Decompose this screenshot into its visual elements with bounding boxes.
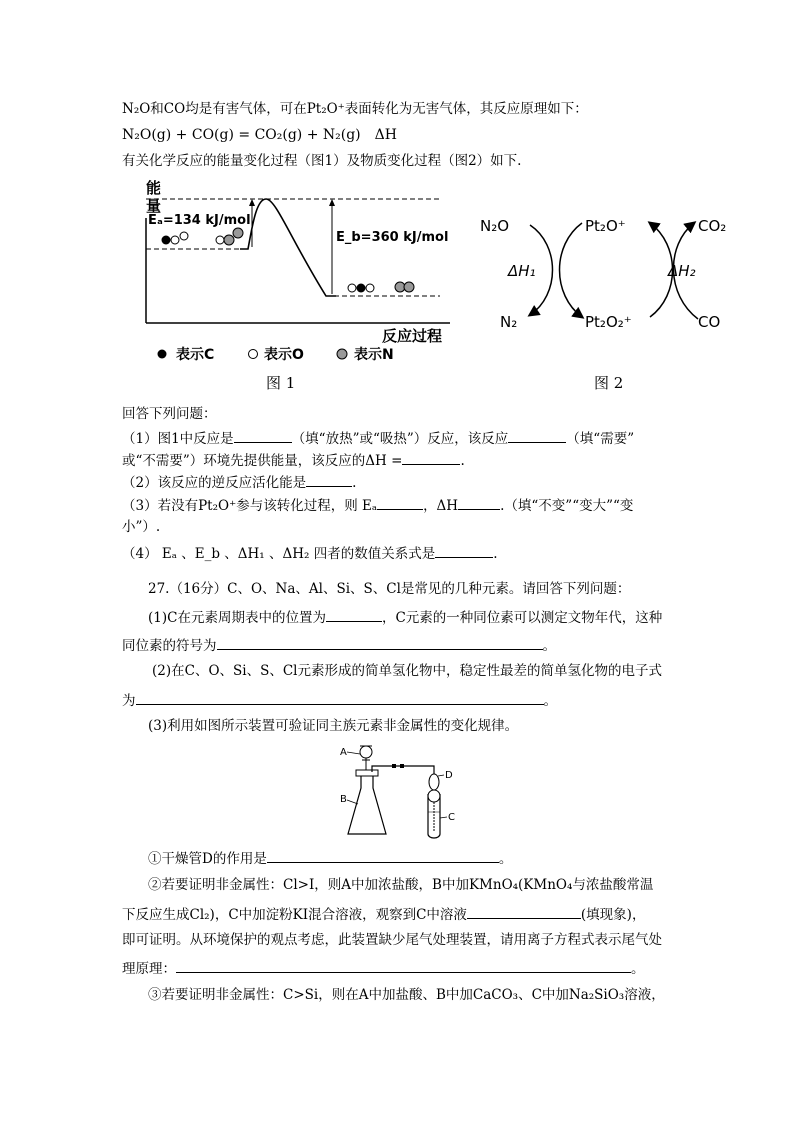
q1-blank-3[interactable] — [402, 450, 460, 465]
question-1-line-2: 或“不需要”）环境先提供能量，该反应的ΔH = . — [122, 450, 465, 470]
q2-blank[interactable] — [306, 472, 352, 487]
label-d: D — [445, 770, 453, 781]
n2o-label: N₂O — [480, 217, 510, 235]
q27-s2-blank-2[interactable] — [176, 958, 631, 973]
legend-n-symbol — [337, 349, 347, 359]
q1-blank-2[interactable] — [508, 428, 566, 443]
reaction-equation: N₂O(g) + CO(g) = CO₂(g) + N₂(g) ΔH — [122, 127, 397, 143]
question-3-line-1: （3）若没有Pt₂O⁺参与该转化过程，则 Eₐ ，ΔH .（填“不变”“变大”“变 — [122, 495, 633, 515]
reactant-molecules — [162, 228, 244, 245]
drying-tube — [429, 774, 439, 790]
question-3-line-2: 小”）. — [122, 519, 161, 535]
energy-curve — [240, 199, 336, 296]
y-axis-label-2: 量 — [146, 197, 162, 215]
q27-intro: 27.（16分）C、O、Na、Al、Si、S、Cl是常见的几种元素。请回答下列问题： — [148, 581, 631, 597]
label-b: B — [340, 794, 347, 805]
conical-flask — [348, 776, 386, 834]
legend-o-symbol — [249, 350, 258, 359]
cycle-diagram — [470, 205, 740, 335]
q1-blank-1[interactable] — [234, 428, 292, 443]
questions-header: 回答下列问题： — [122, 406, 217, 422]
q27-p2-blank[interactable] — [136, 690, 544, 705]
q27-sub2-line-3: 即可证明。从环境保护的观点考虑，此装置缺少尾气处理装置，请用离子方程式表示尾气处 — [122, 932, 662, 948]
stopper — [356, 770, 378, 776]
question-2: （2）该反应的逆反应活化能是 . — [122, 472, 356, 492]
co2-label: CO₂ — [698, 217, 727, 235]
legend — [158, 346, 394, 363]
q27-sub2-line-2: 下反应生成Cl₂)，C中加淀粉KI混合溶液，观察到C中溶液 (填现象)， — [122, 904, 645, 924]
ea-label: Eₐ=134 kJ/mol — [148, 213, 251, 228]
legend-c-text: 表示C — [176, 347, 215, 363]
pt2o2-label: Pt₂O₂⁺ — [585, 313, 632, 331]
legend-c-symbol — [158, 350, 167, 359]
q27-part3: (3)利用如图所示装置可验证同主族元素非金属性的变化规律。 — [148, 718, 519, 734]
q27-part2-line-1: (2)在C、O、Si、S、Cl元素形成的简单氢化物中，稳定性最差的简单氢化物的电子式 — [152, 663, 662, 679]
n2-label: N₂ — [500, 313, 518, 331]
q27-p1-blank-2[interactable] — [217, 635, 543, 650]
q3-blank-2[interactable] — [458, 495, 500, 510]
q27-sub1: ①干燥管D的作用是 。 — [148, 848, 512, 868]
arrow-pt2o-to-pt2o2 — [560, 223, 583, 317]
question-1-line-1: （1）图1中反应是 （填“放热”或“吸热”）反应，该反应 （填“需要” — [122, 428, 634, 448]
label-a: A — [340, 747, 347, 758]
apparatus-figure — [334, 738, 474, 840]
y-axis-label-1: 能 — [146, 179, 162, 197]
q27-sub3: ③若要证明非金属性：C>Si，则在A中加盐酸、B中加CaCO₃、C中加Na₂SiO₃溶液， — [148, 987, 665, 1003]
intro-line-3: 有关化学反应的能量变化过程（图1）及物质变化过程（图2）如下. — [122, 153, 522, 169]
eb-label: E_b=360 kJ/mol — [336, 230, 449, 245]
q27-part1-line-1: (1)C在元素周期表中的位置为 ，C元素的一种同位素可以测定文物年代，这种 — [148, 607, 662, 627]
q27-sub2-line-1: ②若要证明非金属性：Cl>I，则A中加浓盐酸，B中加KMnO₄(KMnO₄与浓盐酸常温 — [148, 877, 654, 893]
q4-blank[interactable] — [435, 543, 493, 558]
legend-n-text: 表示N — [354, 347, 394, 363]
q27-part1-line-2: 同位素的符号为 。 — [122, 635, 556, 655]
dh2-label: ΔH₂ — [668, 262, 696, 280]
q27-s1-blank[interactable] — [267, 848, 499, 863]
q27-s2-blank-1[interactable] — [467, 904, 581, 919]
q27-part2-line-2: 为 。 — [122, 690, 557, 710]
separatory-funnel — [360, 746, 372, 758]
dh1-label: ΔH₁ — [508, 262, 536, 280]
product-molecules — [348, 282, 414, 293]
energy-diagram — [140, 178, 460, 368]
intro-line-1: N₂O和CO均是有害气体，可在Pt₂O⁺表面转化为无害气体，其反应原理如下： — [122, 101, 588, 117]
fig1-caption: 图 1 — [266, 374, 296, 392]
q27-sub2-line-4: 理原理： 。 — [122, 958, 645, 978]
co-label: CO — [698, 313, 721, 331]
fig2-caption: 图 2 — [594, 374, 624, 392]
legend-o-text: 表示O — [264, 347, 304, 363]
q3-blank-1[interactable] — [377, 495, 423, 510]
label-c: C — [448, 812, 455, 823]
question-4: （4） Eₐ 、E_b 、ΔH₁ 、ΔH₂ 四者的数值关系式是 . — [122, 543, 498, 563]
x-axis-label: 反应过程 — [382, 327, 443, 345]
pt2o-label: Pt₂O⁺ — [585, 217, 626, 235]
q27-p1-blank-1[interactable] — [326, 607, 382, 622]
